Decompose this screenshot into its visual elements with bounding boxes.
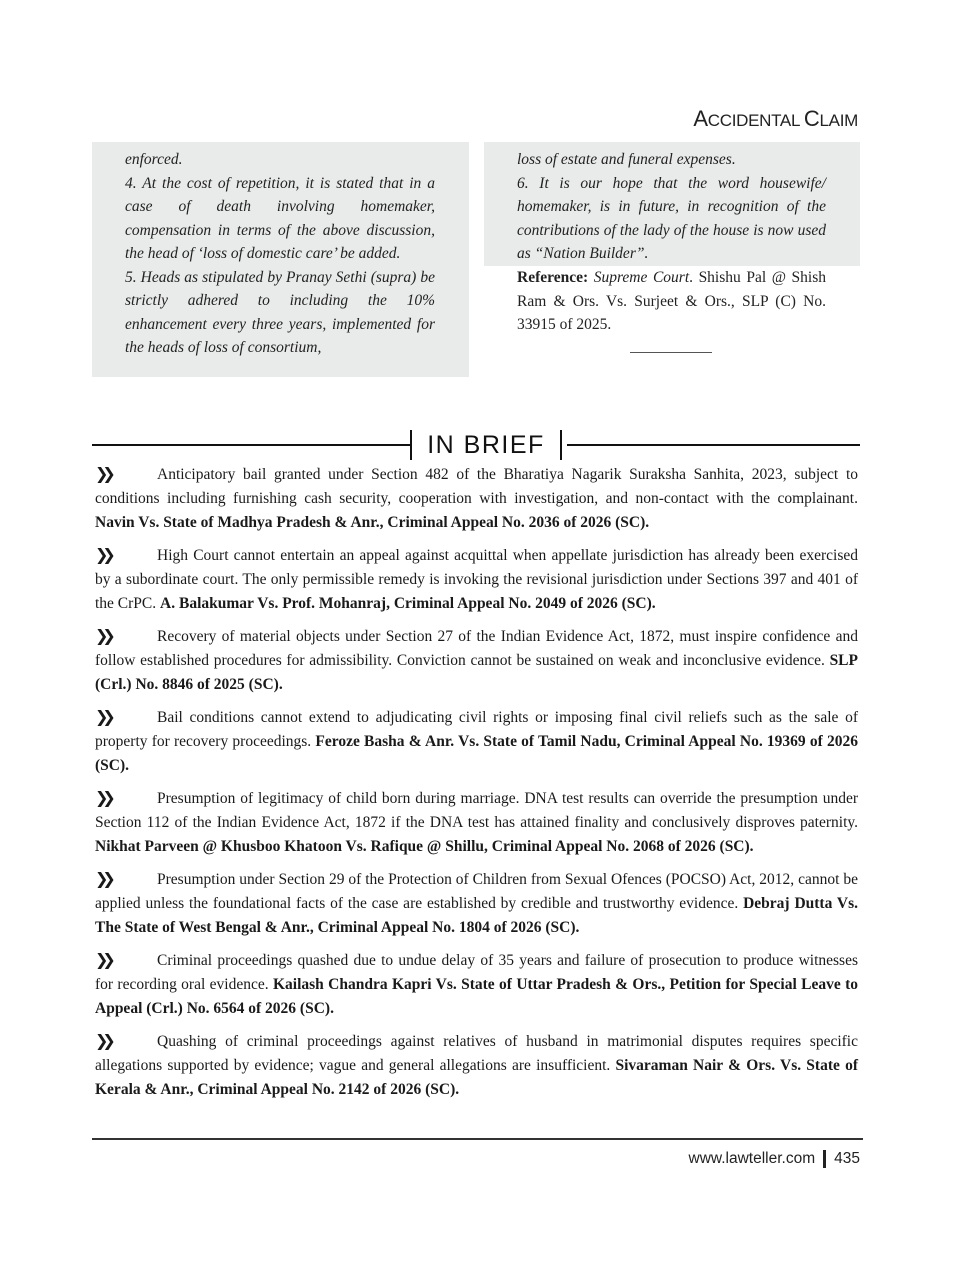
brief-item (95, 1029, 858, 1102)
section-title: IN BRIEF (427, 431, 545, 459)
section-header (693, 106, 858, 132)
brief-item (95, 948, 858, 1021)
header-letter: C (803, 106, 820, 131)
brief-citation: A. Balakumar Vs. Prof. Mohanraj, Criminal Appeal No. 2049 of 2026 (SC). (160, 595, 656, 612)
brief-text: Quashing of criminal proceedings against relatives of husband in matrimonial disputes requires specific allegations supported by evidence; vague and general allegations are insufficient. (95, 1033, 858, 1074)
header-letter: A (693, 106, 708, 131)
double-chevron-icon: ❯❯ (95, 707, 110, 726)
reference-block (484, 266, 860, 337)
brief-item (95, 786, 858, 859)
end-rule (630, 352, 712, 353)
header-text: LAIM (819, 111, 858, 130)
brief-text: High Court cannot entertain an appeal against acquittal when appellate jurisdiction has already been exercised by a subordinate court. The only permissible remedy is invoking the revisional jurisdiction under Sections 397 and 401 of the CrPC. (95, 547, 858, 612)
heading-rule-left (92, 444, 410, 446)
brief-item (95, 543, 858, 616)
brief-text: Recovery of material objects under Section 27 of the Indian Evidence Act, 1872, must inspire confidence and follow established procedures for admissibility. Conviction cannot be sustained on weak and inconclusive evidence. (95, 628, 858, 669)
header-text: CCIDENTAL (707, 111, 804, 130)
box-point-4: 4. At the cost of repetition, it is stated that in a case of death involving homemaker, compensation in terms of the above discussion, the head of ‘loss of domestic care’ be added. (125, 174, 435, 262)
double-chevron-icon: ❯❯ (95, 464, 110, 483)
brief-item (95, 867, 858, 940)
reference-text: . Shishu Pal @ Shish Ram & Ors. Vs. Surjeet & Ors., SLP (C) No. 33915 of 2025. (517, 269, 827, 333)
brief-item (95, 705, 858, 778)
double-chevron-icon: ❯❯ (95, 1031, 110, 1050)
footer-rule (92, 1138, 863, 1140)
heading-rule-right (567, 444, 860, 446)
brief-item (95, 462, 858, 535)
brief-citation: Navin Vs. State of Madhya Pradesh & Anr., Criminal Appeal No. 2036 of 2026 (SC). (95, 514, 650, 531)
brief-item (95, 624, 858, 697)
box-point-5: 5. Heads as stipulated by Pranay Sethi (supra) be strictly adhered to including the 10% enhancement every three years, implemented for the heads of loss of consortium, (125, 268, 435, 356)
double-chevron-icon: ❯❯ (95, 545, 110, 564)
brief-citation: Sivaraman Nair & Ors. Vs. State of Kerala & Anr., Criminal Appeal No. 2142 of 2026 (SC). (95, 1057, 859, 1098)
brief-list (95, 462, 858, 1110)
brief-citation: SLP (Crl.) No. 8846 of 2025 (SC). (95, 652, 858, 693)
box-line: loss of estate and funeral expenses. (517, 151, 736, 168)
heading-tick-right (560, 430, 562, 460)
in-brief-heading (92, 429, 860, 461)
brief-citation: Debraj Dutta Vs. The State of West Bengal & Anr., Criminal Appeal No. 1804 of 2026 (SC). (95, 895, 858, 936)
reference-court: Supreme Court (593, 269, 690, 286)
brief-text: Criminal proceedings quashed due to undue delay of 35 years and failure of prosecution to produce witnesses for recording oral evidence. (95, 952, 858, 993)
footer-separator (823, 1150, 826, 1168)
double-chevron-icon: ❯❯ (95, 950, 110, 969)
page-number: 435 (834, 1150, 860, 1167)
box-line: enforced. (125, 151, 183, 168)
reference-label: Reference: (517, 269, 589, 286)
page-footer (689, 1150, 861, 1168)
brief-text: Presumption of legitimacy of child born during marriage. DNA test results can override the presumption under Section 112 of the Indian Evidence Act, 1872 if the DNA test has attained finality and conclusively disproves paternity. (95, 790, 858, 831)
brief-citation: Nikhat Parveen @ Khusboo Khatoon Vs. Rafique @ Shillu, Criminal Appeal No. 2068 of 2026 (SC). (95, 838, 754, 855)
box-point-6: 6. It is our hope that the word housewife/ homemaker, is in future, in recognition of the contributions of the lady of the house is now used as “Nation Builder”. (517, 174, 826, 262)
double-chevron-icon: ❯❯ (95, 869, 110, 888)
brief-text: Bail conditions cannot extend to adjudicating civil rights or imposing final civil reliefs such as the sale of property for recovery proceedings. (95, 709, 858, 750)
brief-citation: Kailash Chandra Kapri Vs. State of Uttar Pradesh & Ors., Petition for Special Leave to Appeal (Crl.) No. 6564 of 2026 (SC). (95, 976, 858, 1017)
brief-text: Presumption under Section 29 of the Protection of Children from Sexual Ofences (POCSO) Act, 2012, cannot be applied unless the foundational facts of the case are established by credible and trustworthy evidence. (95, 871, 858, 912)
double-chevron-icon: ❯❯ (95, 626, 110, 645)
brief-text: Anticipatory bail granted under Section 482 of the Bharatiya Nagarik Suraksha Sanhita, 2023, subject to conditions including furnishing cash security, cooperation with investigation, and non-contact with the complainant. (95, 466, 858, 507)
website-link[interactable]: www.lawteller.com (688, 1150, 816, 1167)
double-chevron-icon: ❯❯ (95, 788, 110, 807)
left-shaded-box (92, 142, 469, 377)
right-shaded-box (484, 142, 860, 266)
brief-citation: Feroze Basha & Anr. Vs. State of Tamil Nadu, Criminal Appeal No. 19369 of 2026 (SC). (95, 733, 858, 774)
